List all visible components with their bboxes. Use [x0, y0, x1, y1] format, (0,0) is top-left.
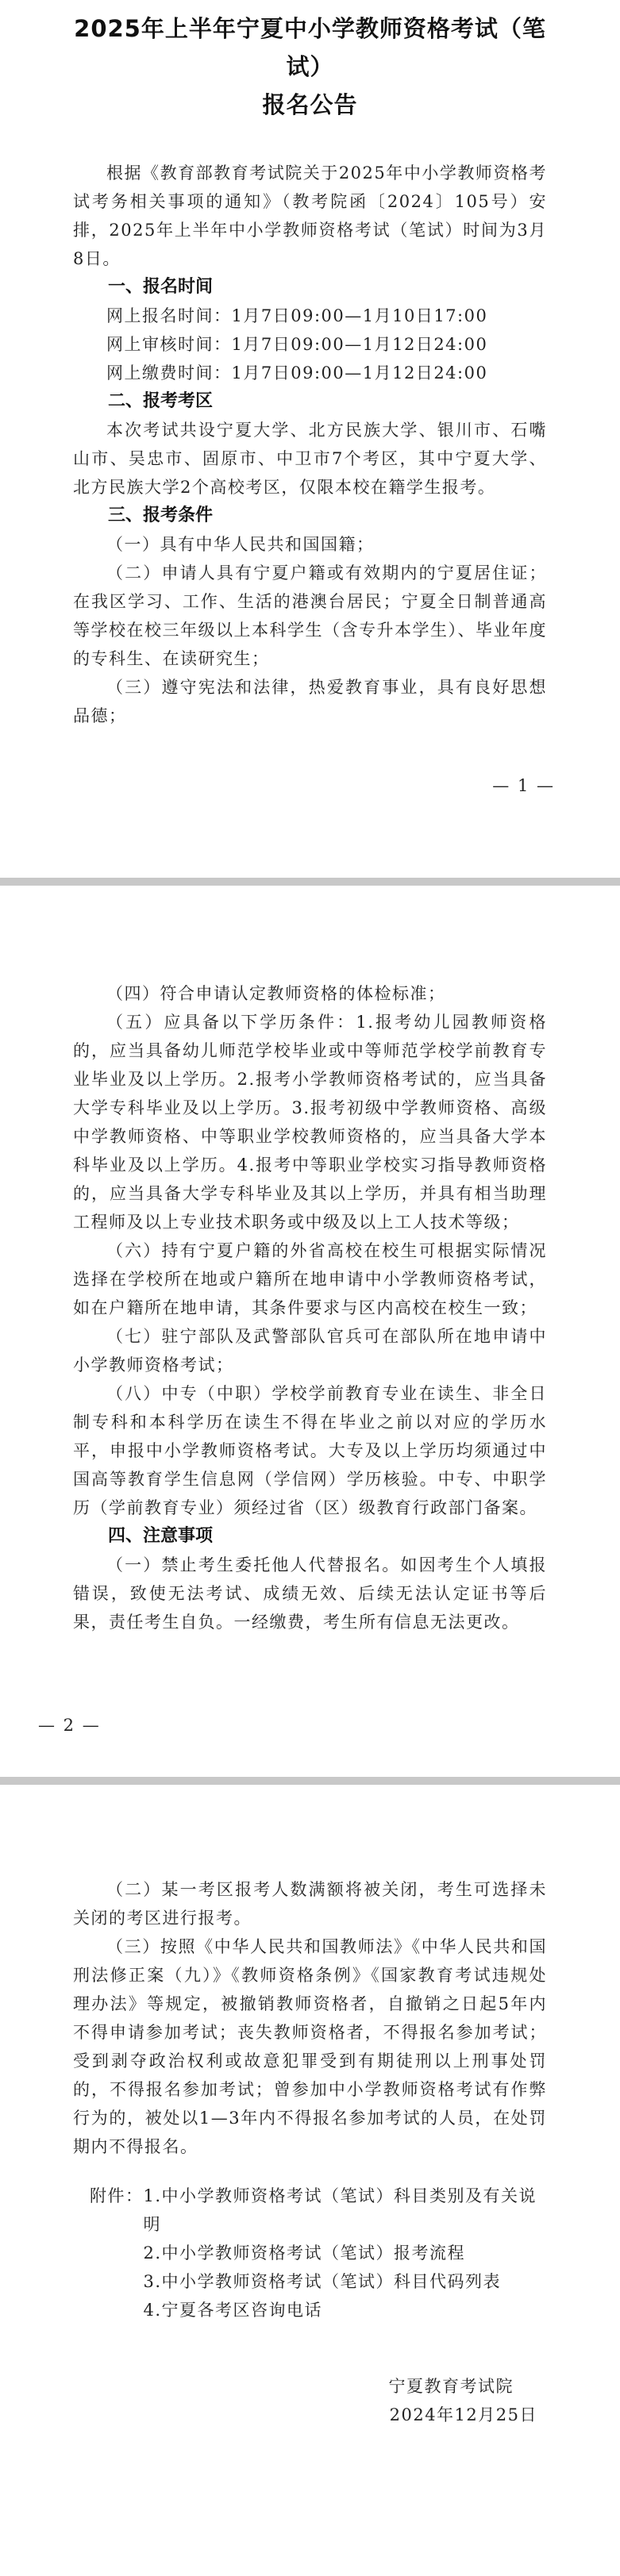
page-number-1: — 1 —	[492, 776, 555, 795]
attachments-label: 附件：	[90, 2186, 144, 2205]
attachment-item[interactable]: 3.中小学教师资格考试（笔试）科目代码列表	[143, 2272, 502, 2291]
page-2	[0, 886, 620, 1777]
condition-3: （三）遵守宪法和法律，热爱教育事业，具有良好思想品德；	[73, 678, 547, 725]
section-heading-notes: 四、注意事项	[108, 1526, 214, 1546]
note-2: （二）某一考区报考人数满额将被关闭，考生可选择未关闭的考区进行报考。	[73, 1880, 547, 1928]
section-heading-conditions: 三、报考条件	[108, 506, 214, 525]
page-separator	[0, 878, 620, 886]
issuing-organization: 宁夏教育考试院	[388, 2377, 514, 2396]
document-title: 2025年上半年宁夏中小学教师资格考试（笔试）	[74, 15, 546, 80]
page-1	[0, 0, 620, 878]
page-number-2: — 2 —	[38, 1716, 101, 1735]
condition-4: （四）符合申请认定教师资格的体检标准；	[106, 984, 446, 1003]
condition-7: （七）驻宁部队及武警部队官兵可在部队所在地申请中小学教师资格考试；	[73, 1327, 547, 1375]
note-1: （一）禁止考生委托他人代替报名。如因考生个人填报错误，致使无法考试、成绩无效、后续无法认定证书等后果，责任考生自负。一经缴费，考生所有信息无法更改。	[73, 1555, 547, 1632]
condition-5: （五）应具备以下学历条件：1.报考幼儿园教师资格的，应当具备幼儿师范学校毕业或中等师范学校学前教育专业毕业及以上学历。2.报考小学教师资格考试的，应当具备大学专科毕业及以上学历。3.报考初级中学教师资格、高级中学教师资格、中等职业学校教师资格的，应当具备大学本科毕业及以上学历。4.报考中等职业学校实习指导教师资格的，应当具备大学专科毕业及其以上学历，并具有相当助理工程师及以上专业技术职务或中级及以上工人技术等级；	[73, 1013, 547, 1232]
attachments	[73, 2182, 547, 2324]
signature-block	[73, 2372, 547, 2429]
issue-date: 2024年12月25日	[389, 2405, 537, 2424]
condition-6: （六）持有宁夏户籍的外省高校在校生可根据实际情况选择在学校所在地或户籍所在地申请中小学教师资格考试，如在户籍所在地申请，其条件要求与区内高校在校生一致；	[73, 1241, 547, 1317]
condition-1: （一）具有中华人民共和国国籍；	[106, 535, 375, 554]
registration-time-line: 网上报名时间：1月7日09:00—1月10日17:00	[106, 306, 488, 325]
exam-areas-paragraph: 本次考试共设宁夏大学、北方民族大学、银川市、石嘴山市、吴忠市、固原市、中卫市7个考区，其中宁夏大学、北方民族大学2个高校考区，仅限本校在籍学生报考。	[73, 421, 547, 497]
condition-2: （二）申请人具有宁夏户籍或有效期内的宁夏居住证；在我区学习、工作、生活的港澳台居民；宁夏全日制普通高等学校在校三年级以上本科学生（含专升本学生）、毕业年度的专科生、在读研究生；	[73, 563, 547, 668]
section-heading-registration-time: 一、报名时间	[108, 277, 214, 297]
page-3	[0, 1785, 620, 2576]
payment-time-line: 网上缴费时间：1月7日09:00—1月12日24:00	[106, 363, 488, 383]
page-separator	[0, 1777, 620, 1785]
attachment-item[interactable]: 4.宁夏各考区咨询电话	[143, 2301, 323, 2320]
intro-paragraph: 根据《教育部教育考试院关于2025年中小学教师资格考试考务相关事项的通知》（教考院函〔2024〕105号）安排，2025年上半年中小学教师资格考试（笔试）时间为3月8日。	[73, 163, 547, 268]
attachment-list	[144, 2182, 548, 2324]
attachment-item[interactable]: 2.中小学教师资格考试（笔试）报考流程	[143, 2243, 466, 2263]
attachment-item[interactable]: 1.中小学教师资格考试（笔试）科目类别及有关说明	[143, 2186, 537, 2234]
review-time-line: 网上审核时间：1月7日09:00—1月12日24:00	[106, 335, 488, 354]
document-subtitle: 报名公告	[262, 91, 358, 118]
condition-8: （八）中专（中职）学校学前教育专业在读生、非全日制专科和本科学历在读生不得在毕业之前以对应的学历水平，申报中小学教师资格考试。大专及以上学历均须通过中国高等教育学生信息网（学信网）学历核验。中专、中职学历（学前教育专业）须经过省（区）级教育行政部门备案。	[73, 1384, 547, 1517]
section-heading-exam-areas: 二、报考考区	[108, 391, 214, 411]
note-3: （三）按照《中华人民共和国教师法》《中华人民共和国刑法修正案（九）》《教师资格条例》《国家教育考试违规处理办法》等规定，被撤销教师资格者，自撤销之日起5年内不得申请参加考试；丧失教师资格者，不得报名参加考试；受到剥夺政治权利或故意犯罪受到有期徒刑以上刑事处罚的，不得报名参加考试；曾参加中小学教师资格考试有作弊行为的，被处以1—3年内不得报名参加考试的人员，在处罚期内不得报名。	[73, 1937, 547, 2156]
